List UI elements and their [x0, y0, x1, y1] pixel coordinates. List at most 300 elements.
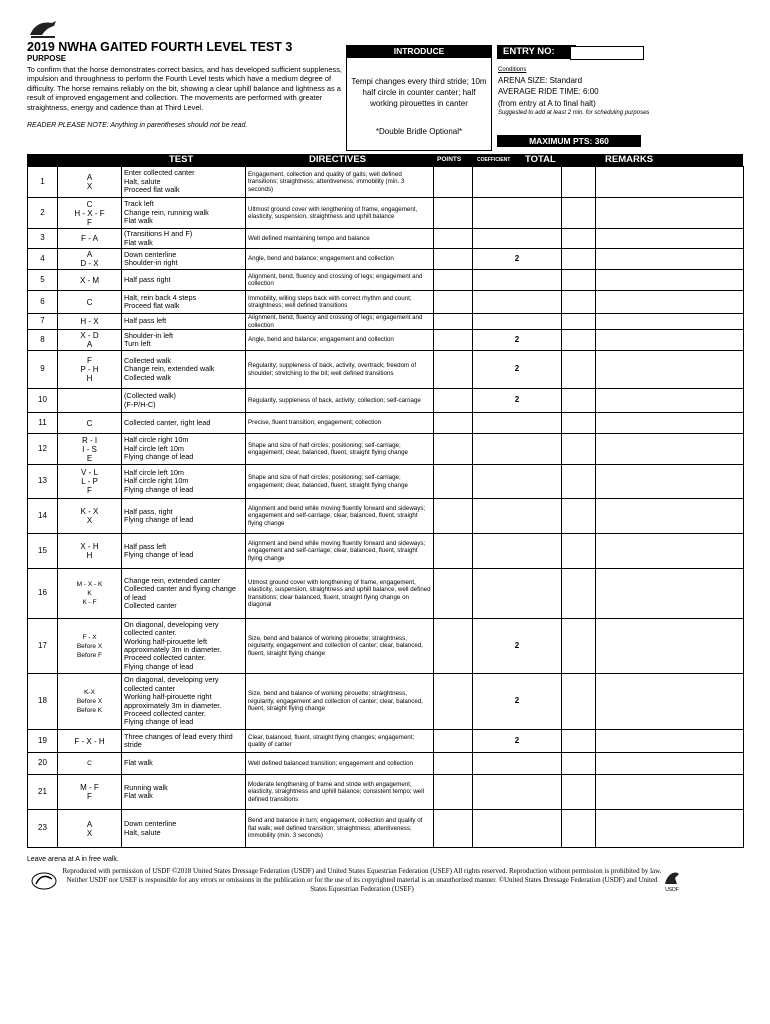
test-line: Half circle left 10m	[124, 443, 185, 453]
movement-test	[122, 351, 246, 389]
total-cell[interactable]	[562, 465, 596, 499]
test-line: Halt, salute	[124, 827, 161, 837]
test-line: Flying change of lead	[124, 515, 194, 524]
coefficient-cell	[473, 465, 562, 499]
marker-text: H - X - F	[74, 208, 105, 218]
svg-text:USDF: USDF	[665, 887, 679, 892]
movement-test	[122, 229, 246, 249]
movement-test	[122, 465, 246, 499]
remarks-cell[interactable]	[596, 534, 744, 569]
movement-test	[122, 167, 246, 198]
movement-number: 12	[28, 434, 58, 465]
total-cell[interactable]	[562, 569, 596, 619]
movement-number: 17	[28, 619, 58, 674]
marker-text: D - X	[80, 259, 99, 268]
marker-text: Before X	[76, 642, 103, 650]
test-line: Proceed flat walk	[124, 185, 180, 195]
table-row	[28, 775, 744, 810]
movement-directive: Well defined maintaining tempo and balance	[246, 229, 434, 249]
test-line: Half pass left	[124, 316, 167, 326]
movement-markers	[58, 810, 122, 848]
marker-text: M - F	[80, 783, 99, 792]
coefficient-cell	[473, 314, 562, 330]
movement-directive: Shape and size of half circles; positioning; self-carriage; engagement; clear, balanced, fluent, straight flying change	[246, 434, 434, 465]
total-cell[interactable]	[562, 753, 596, 775]
test-line: Three changes of lead every third stride	[124, 731, 233, 749]
movement-number: 6	[28, 291, 58, 314]
movement-markers	[58, 434, 122, 465]
remarks-cell[interactable]	[596, 730, 744, 753]
copyright-notice: Reproduced with permission of USDF ©2018 United States Dressage Federation (USDF) and United States Equestrian Federation (USEF) All rights reserved. Reproduction without permission is prohibited by law. Neither USDF nor USEF is responsible for any errors or omissions in the publication or for the use of its copyrighted material is an unauthorized manner. ©United States Dressage Federation (USDF) and United States Equestrian Federation (USEF)	[62, 867, 662, 893]
table-row	[28, 413, 744, 434]
movement-test	[122, 198, 246, 229]
coefficient-cell	[473, 434, 562, 465]
movement-number: 20	[28, 753, 58, 775]
test-line: Collected canter	[124, 600, 177, 610]
coefficient-cell	[473, 775, 562, 810]
movement-number: 19	[28, 730, 58, 753]
table-row	[28, 229, 744, 249]
points-cell[interactable]	[434, 674, 473, 730]
coefficient-cell: 2	[473, 330, 562, 351]
marker-text: P - H	[80, 365, 99, 374]
coefficient-cell	[473, 167, 562, 198]
marker-text: K - X	[80, 507, 99, 516]
movement-markers	[58, 753, 122, 775]
coefficient-cell	[473, 229, 562, 249]
remarks-cell[interactable]	[596, 465, 744, 499]
marker-text: Before X	[76, 698, 103, 705]
movement-directive: Regularity, suppleness of back, activity; collection; self-carriage	[246, 389, 434, 413]
movement-directive: Alignment, bend, fluency and crossing of legs; engagement and collection	[246, 270, 434, 291]
test-line: Half circle right 10m	[124, 435, 189, 445]
marker-text: X	[86, 828, 93, 838]
marker-text: F	[87, 792, 92, 801]
points-cell[interactable]	[434, 330, 473, 351]
conditions-label: Conditions	[498, 67, 527, 73]
movement-directive: Well defined balanced transition; engagement and collection	[246, 753, 434, 775]
movement-markers	[58, 730, 122, 753]
movement-markers	[58, 569, 122, 619]
points-cell[interactable]	[434, 167, 473, 198]
movement-test	[122, 775, 246, 810]
movement-directive: Size, bend and balance of working pirouette; straightness, regularity, engagement and collection of canter; clear, balanced, fluent, straight flying change	[246, 619, 434, 674]
movement-directive: Alignment, bend, fluency and crossing of legs; engagement and collection	[246, 314, 434, 330]
col-test: TEST	[169, 154, 194, 165]
total-cell[interactable]	[562, 229, 596, 249]
test-line: Proceed collected canter.	[124, 653, 206, 663]
remarks-cell[interactable]	[596, 330, 744, 351]
table-body	[28, 167, 744, 848]
movement-test	[122, 413, 246, 434]
marker-text: H - X	[80, 317, 99, 326]
points-cell[interactable]	[434, 569, 473, 619]
usef-logo-icon	[30, 869, 58, 891]
test-line: Working half-pirouette right approximately 3m in diameter.	[124, 692, 222, 710]
points-cell[interactable]	[434, 413, 473, 434]
marker-text: K-X	[84, 689, 95, 696]
points-cell[interactable]	[434, 465, 473, 499]
movement-number: 4	[28, 249, 58, 270]
remarks-cell[interactable]	[596, 434, 744, 465]
movement-directive: Angle, bend and balance; engagement and collection	[246, 249, 434, 270]
movement-directive: Ultmost ground cover with lengthening of frame, engagement, elasticity, suspension, straightness and uphill balance	[246, 198, 434, 229]
marker-text: C	[86, 418, 93, 428]
points-cell[interactable]	[434, 810, 473, 848]
coefficient-cell: 2	[473, 730, 562, 753]
points-cell[interactable]	[434, 291, 473, 314]
movement-markers	[58, 330, 122, 351]
movement-number: 3	[28, 229, 58, 249]
movement-markers	[58, 465, 122, 499]
total-cell[interactable]	[562, 534, 596, 569]
movement-directive: Clear, balanced, fluent, straight flying changes; engagement; quality of canter	[246, 730, 434, 753]
movement-number: 8	[28, 330, 58, 351]
movement-number: 11	[28, 413, 58, 434]
table-row	[28, 270, 744, 291]
test-line: (Collected walk)	[124, 391, 176, 401]
points-cell[interactable]	[434, 389, 473, 413]
coefficient-cell	[473, 753, 562, 775]
total-cell[interactable]	[562, 810, 596, 848]
test-line: Working half-pirouette left approximately 3m in diameter.	[124, 636, 222, 654]
movement-number: 5	[28, 270, 58, 291]
movement-markers	[58, 229, 122, 249]
movement-test	[122, 330, 246, 351]
remarks-cell[interactable]	[596, 314, 744, 330]
points-cell[interactable]	[434, 229, 473, 249]
table-row	[28, 465, 744, 499]
movement-markers	[58, 291, 122, 314]
test-line: Flying change of lead	[124, 550, 194, 559]
movement-test	[122, 314, 246, 330]
movement-number: 10	[28, 389, 58, 413]
total-cell[interactable]	[562, 270, 596, 291]
test-line: Halt, salute	[124, 176, 161, 186]
total-cell[interactable]	[562, 198, 596, 229]
test-line: On diagonal, developing very collected canter	[124, 675, 219, 693]
marker-text: F	[87, 217, 92, 227]
double-bridle-note: *Double Bridle Optional*	[375, 127, 463, 136]
movement-number: 7	[28, 314, 58, 330]
marker-text: F	[87, 486, 92, 495]
table-header	[27, 154, 743, 166]
points-cell[interactable]	[434, 619, 473, 674]
test-line: (Transitions H and F)	[124, 229, 193, 239]
marker-text: X	[86, 516, 93, 525]
total-cell[interactable]	[562, 389, 596, 413]
movement-markers	[58, 619, 122, 674]
test-line: Flying change of lead	[124, 717, 194, 727]
remarks-cell[interactable]	[596, 499, 744, 534]
total-cell[interactable]	[562, 167, 596, 198]
test-line: Collected canter and flying change of lead	[124, 584, 236, 602]
marker-text: A	[86, 173, 93, 182]
table-row	[28, 314, 744, 330]
movement-number: 15	[28, 534, 58, 569]
movement-number: 13	[28, 465, 58, 499]
coefficient-cell: 2	[473, 674, 562, 730]
remarks-cell[interactable]	[596, 291, 744, 314]
horse-logo-icon	[28, 17, 58, 39]
average-ride-time: AVERAGE RIDE TIME: 6:00	[498, 87, 599, 96]
col-total: TOTAL	[525, 154, 556, 165]
movement-number: 16	[28, 569, 58, 619]
movement-directive: Bend and balance in turn; engagement, collection and quality of flat walk; well defined transition; straightness; attentiveness; immobility (min. 3 seconds)	[246, 810, 434, 848]
movement-directive: Regularity; suppleness of back, activity, overtrack; freedom of shoulder; stretching to the bit; well defined transitions	[246, 351, 434, 389]
total-cell[interactable]	[562, 619, 596, 674]
marker-text: X	[86, 182, 93, 191]
remarks-cell[interactable]	[596, 351, 744, 389]
test-line: Half pass, right	[124, 506, 173, 516]
remarks-cell[interactable]	[596, 619, 744, 674]
test-line: Down centerline	[124, 819, 177, 829]
movement-test	[122, 619, 246, 674]
remarks-cell[interactable]	[596, 753, 744, 775]
table-row	[28, 730, 744, 753]
movement-number: 9	[28, 351, 58, 389]
movement-markers	[58, 499, 122, 534]
movement-number: 14	[28, 499, 58, 534]
remarks-cell[interactable]	[596, 810, 744, 848]
movement-markers	[58, 314, 122, 330]
marker-text: C	[86, 199, 93, 209]
movement-directive: Moderate lengthening of frame and stride with engagement, elasticity, straightness and uphill balance; consistent tempo; well defined transitions	[246, 775, 434, 810]
test-line: Flying change of lead	[124, 661, 194, 671]
introduce-heading: INTRODUCE	[346, 45, 492, 58]
points-cell[interactable]	[434, 730, 473, 753]
points-cell[interactable]	[434, 351, 473, 389]
movement-test	[122, 753, 246, 775]
movement-number: 2	[28, 198, 58, 229]
coefficient-cell	[473, 569, 562, 619]
movement-markers	[58, 270, 122, 291]
table-row	[28, 434, 744, 465]
marker-text: M - X - K	[76, 581, 103, 588]
remarks-cell[interactable]	[596, 569, 744, 619]
test-line: Proceed collected canter.	[124, 708, 206, 718]
marker-text: K - F	[82, 599, 97, 606]
movement-number: 1	[28, 167, 58, 198]
movement-number: 18	[28, 674, 58, 730]
total-cell[interactable]	[562, 291, 596, 314]
coefficient-cell: 2	[473, 249, 562, 270]
test-line: Shoulder-in left	[124, 330, 174, 340]
total-cell[interactable]	[562, 434, 596, 465]
movement-test	[122, 569, 246, 619]
test-line: Enter collected canter	[124, 168, 195, 178]
coefficient-cell	[473, 291, 562, 314]
test-line: (F-P/H-C)	[124, 399, 156, 409]
remarks-cell[interactable]	[596, 167, 744, 198]
movement-directive: Shape and size of half circles; positioning; self-carriage; engagement; clear, balanced, fluent, straight flying change	[246, 465, 434, 499]
total-cell[interactable]	[562, 499, 596, 534]
table-row	[28, 619, 744, 674]
table-row	[28, 674, 744, 730]
usdf-logo-icon	[661, 868, 683, 892]
col-remarks: REMARKS	[605, 154, 654, 165]
points-cell[interactable]	[434, 198, 473, 229]
remarks-cell[interactable]	[596, 413, 744, 434]
test-line: Half pass left	[124, 541, 167, 551]
table-row	[28, 499, 744, 534]
test-line: Change rein, running walk	[124, 207, 209, 217]
test-line: Half circle right 10m	[124, 476, 189, 486]
marker-text: C	[86, 297, 93, 307]
remarks-cell[interactable]	[596, 198, 744, 229]
movement-markers	[58, 389, 122, 413]
test-line: Collected walk	[124, 372, 172, 382]
movement-directive: Alignment and bend while moving fluently forward and sideways; engagement and self-carriage; clear, balanced, fluent, straight flying change	[246, 534, 434, 569]
table-row	[28, 198, 744, 229]
remarks-cell[interactable]	[596, 674, 744, 730]
movement-test	[122, 810, 246, 848]
test-line: Flat walk	[124, 237, 153, 247]
movement-number: 23	[28, 810, 58, 848]
marker-text: F - X	[82, 633, 97, 641]
remarks-cell[interactable]	[596, 270, 744, 291]
test-line: Down centerline	[124, 249, 177, 259]
points-cell[interactable]	[434, 249, 473, 270]
total-cell[interactable]	[562, 314, 596, 330]
marker-text: A	[86, 819, 93, 829]
coefficient-cell: 2	[473, 619, 562, 674]
movement-markers	[58, 249, 122, 270]
test-line: Flying change of lead	[124, 452, 194, 462]
score-table	[27, 166, 743, 848]
test-line: Change rein, extended walk	[124, 364, 215, 374]
movement-markers	[58, 167, 122, 198]
test-line: On diagonal, developing very collected canter.	[124, 619, 219, 638]
table-row	[28, 167, 744, 198]
movement-directive: Angle, bend and balance; engagement and collection	[246, 330, 434, 351]
movement-markers	[58, 198, 122, 229]
purpose-text: To confirm that the horse demonstrates correct basics, and has developed sufficient suppleness, impulsion and throughness to perform the Fourth Level tests which have a medium degree of difficulty. The horse remains reliably on the bit, showing a clear uphill balance and lightness as a result of improved engagement and collection. The movements are performed with greater straightness, energy and cadence than at Third Level.	[27, 65, 342, 112]
total-cell[interactable]	[562, 249, 596, 270]
movement-test	[122, 389, 246, 413]
points-cell[interactable]	[434, 534, 473, 569]
movement-markers	[58, 534, 122, 569]
reader-note: READER PLEASE NOTE: Anything in parentheses should not be read.	[27, 122, 248, 129]
movement-directive: Engagement, collection and quality of gaits; well defined transitions; straightness; attentiveness; immobility (min. 3 seconds)	[246, 167, 434, 198]
test-line: Flat walk	[124, 758, 153, 768]
points-cell[interactable]	[434, 270, 473, 291]
col-coefficient: COEFFICIENT	[477, 157, 511, 163]
movement-test	[122, 534, 246, 569]
introduce-text: Tempi changes every third stride; 10m half circle in counter canter; half working pirouettes in canter	[351, 77, 487, 108]
marker-text: X - M	[79, 275, 100, 285]
movement-directive: Size, bend and balance of working pirouette; straightness, regularity, engagement and collection of canter; clear, balanced, fluent, straight flying change	[246, 674, 434, 730]
movement-markers	[58, 775, 122, 810]
marker-text: R - I	[81, 435, 98, 445]
movement-directive: Utmost ground cover with lengthening of frame, engagement, elasticity, suspension, straightness and uphill balance, well defined transitions; clear balanced, fluent, straight flying change on diagonal	[246, 569, 434, 619]
marker-text: H	[86, 551, 93, 560]
movement-markers	[58, 413, 122, 434]
remarks-cell[interactable]	[596, 229, 744, 249]
movement-directive: Immobility, willing steps back with correct rhythm and count; straightness; well defined transitions	[246, 291, 434, 314]
marker-text: L - P	[81, 477, 98, 486]
total-cell[interactable]	[562, 775, 596, 810]
movement-number: 21	[28, 775, 58, 810]
marker-text: Before K	[76, 707, 103, 714]
test-line: Change rein, extended canter	[124, 575, 221, 585]
test-line: Collected canter, right lead	[124, 417, 211, 427]
movement-test	[122, 730, 246, 753]
maximum-points: MAXIMUM PTS: 360	[497, 135, 641, 147]
marker-text: F - X - H	[74, 736, 105, 746]
marker-text: H	[86, 374, 93, 383]
table-row	[28, 351, 744, 389]
coefficient-cell	[473, 534, 562, 569]
marker-text: C	[87, 760, 92, 767]
coefficient-cell	[473, 270, 562, 291]
page-title: 2019 NWHA GAITED FOURTH LEVEL TEST 3	[27, 40, 293, 54]
remarks-cell[interactable]	[596, 775, 744, 810]
test-line: Proceed flat walk	[124, 301, 180, 310]
marker-text: I - S	[82, 444, 97, 454]
coefficient-cell: 2	[473, 389, 562, 413]
from-entry-note: (from entry at A to final halt)	[498, 99, 596, 108]
marker-text: F	[87, 356, 92, 365]
coefficient-cell	[473, 198, 562, 229]
table-row	[28, 249, 744, 270]
total-cell[interactable]	[562, 413, 596, 434]
table-row	[28, 534, 744, 569]
movement-directive: Precise, fluent transition; engagement; collection	[246, 413, 434, 434]
points-cell[interactable]	[434, 753, 473, 775]
table-row	[28, 569, 744, 619]
table-row	[28, 291, 744, 314]
movement-markers	[58, 674, 122, 730]
arena-size: ARENA SIZE: Standard	[498, 76, 583, 85]
marker-text: X - H	[80, 542, 99, 551]
total-cell[interactable]	[562, 330, 596, 351]
entry-no-field[interactable]	[570, 46, 644, 60]
points-cell[interactable]	[434, 499, 473, 534]
points-cell[interactable]	[434, 434, 473, 465]
table-row	[28, 810, 744, 848]
marker-text: V - L	[81, 468, 98, 477]
total-cell[interactable]	[562, 351, 596, 389]
movement-test	[122, 249, 246, 270]
coefficient-cell	[473, 413, 562, 434]
movement-test	[122, 291, 246, 314]
scheduling-suggestion: Suggested to add at least 2 min. for scheduling purposes	[498, 110, 650, 116]
coefficient-cell	[473, 810, 562, 848]
remarks-cell[interactable]	[596, 389, 744, 413]
points-cell[interactable]	[434, 314, 473, 330]
movement-markers	[58, 351, 122, 389]
coefficient-cell: 2	[473, 351, 562, 389]
entry-no-label: ENTRY NO:	[497, 45, 576, 59]
total-cell[interactable]	[562, 730, 596, 753]
remarks-cell[interactable]	[596, 249, 744, 270]
test-line: Shoulder-in right	[124, 258, 178, 267]
points-cell[interactable]	[434, 775, 473, 810]
movement-test	[122, 270, 246, 291]
test-line: Flat walk	[124, 791, 153, 800]
col-directives: DIRECTIVES	[309, 154, 367, 165]
table-row	[28, 753, 744, 775]
test-line: Half circle left 10m	[124, 467, 185, 477]
marker-text: X - D	[80, 331, 99, 340]
purpose-heading: PURPOSE	[27, 54, 67, 63]
marker-text: E	[86, 453, 93, 463]
coefficient-cell	[473, 499, 562, 534]
total-cell[interactable]	[562, 674, 596, 730]
test-line: Running walk	[124, 782, 168, 792]
movement-test	[122, 499, 246, 534]
